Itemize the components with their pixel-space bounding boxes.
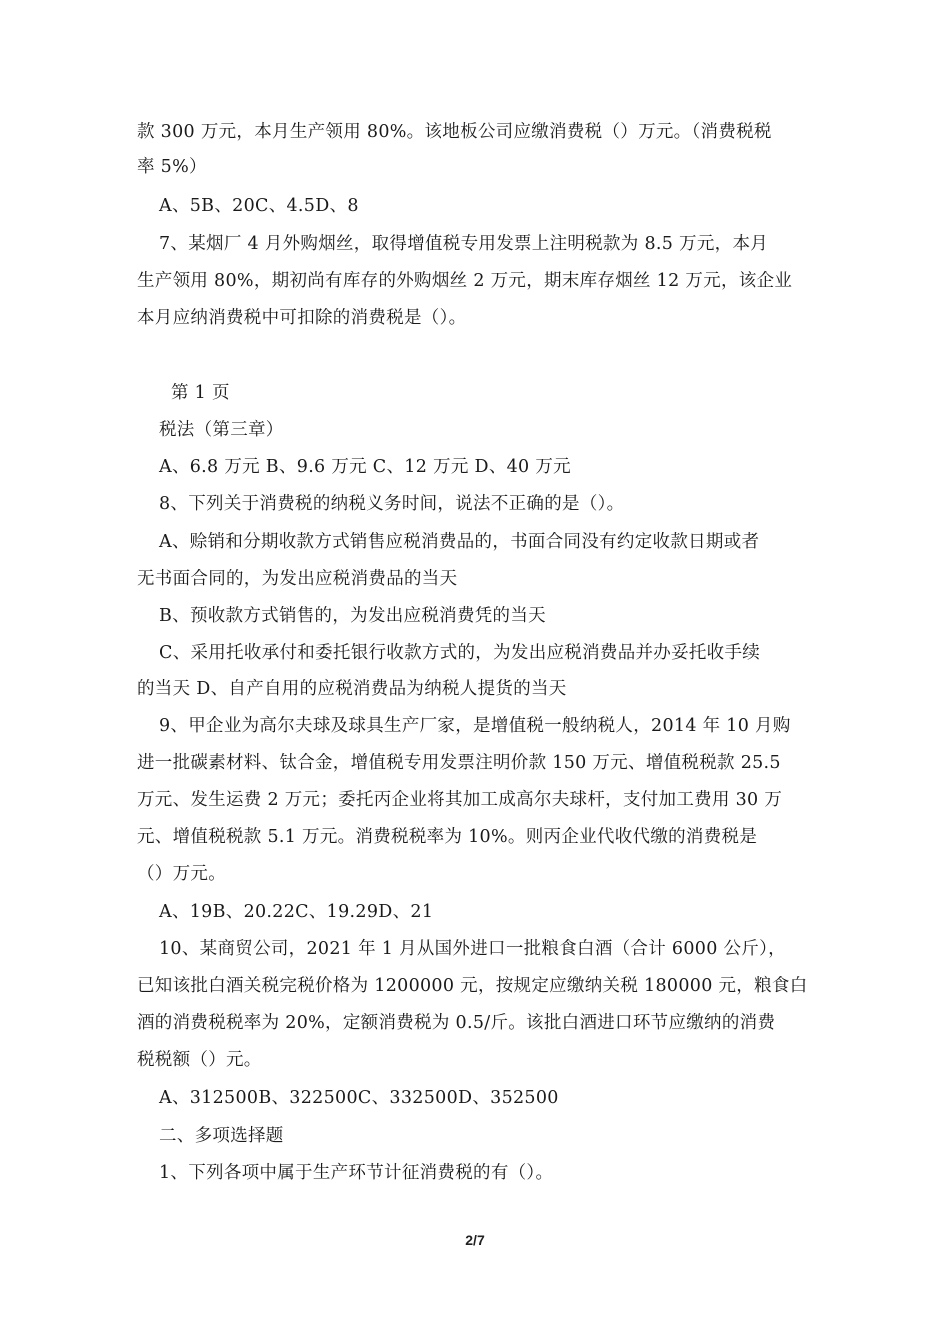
text-line: 8、下列关于消费税的纳税义务时间，说法不正确的是（）。 bbox=[159, 494, 625, 514]
text-line: 1、下列各项中属于生产环节计征消费税的有（）。 bbox=[159, 1163, 554, 1183]
text-line: 7、某烟厂 4 月外购烟丝，取得增值税专用发票上注明税款为 8.5 万元，本月 bbox=[159, 234, 769, 254]
text-line: 万元、发生运费 2 万元；委托丙企业将其加工成高尔夫球杆，支付加工费用 30 万 bbox=[137, 790, 783, 810]
text-line: 已知该批白酒关税完税价格为 1200000 元，按规定应缴纳关税 180000 元，粮食白 bbox=[137, 976, 808, 996]
text-line: A、5B、20C、4.5D、8 bbox=[159, 196, 359, 216]
text-line: 9、甲企业为高尔夫球及球具生产厂家，是增值税一般纳税人，2014 年 10 月购 bbox=[159, 716, 791, 736]
section-heading: 二、多项选择题 bbox=[159, 1126, 284, 1146]
text-line: 税税额（）元。 bbox=[137, 1050, 262, 1070]
text-line: 款 300 万元，本月生产领用 80%。该地板公司应缴消费税（）万元。（消费税税 bbox=[137, 122, 772, 142]
text-line: A、赊销和分期收款方式销售应税消费品的，书面合同没有约定收款日期或者 bbox=[159, 532, 760, 552]
text-line: 进一批碳素材料、钛合金，增值税专用发票注明价款 150 万元、增值税税款 25.5 bbox=[137, 753, 781, 773]
text-line: 元、增值税税款 5.1 万元。消费税税率为 10%。则丙企业代收代缴的消费税是 bbox=[137, 827, 758, 847]
text-line: 本月应纳消费税中可扣除的消费税是（）。 bbox=[137, 308, 467, 328]
text-line: 酒的消费税税率为 20%，定额消费税为 0.5/斤。该批白酒进口环节应缴纳的消费 bbox=[137, 1013, 776, 1033]
chapter-title: 税法（第三章） bbox=[159, 420, 284, 440]
text-line: 无书面合同的，为发出应税消费品的当天 bbox=[137, 569, 458, 589]
text-line: A、19B、20.22C、19.29D、21 bbox=[159, 902, 434, 922]
text-line: A、312500B、322500C、332500D、352500 bbox=[159, 1088, 559, 1108]
text-line: 10、某商贸公司，2021 年 1 月从国外进口一批粮食白酒（合计 6000 公斤）， bbox=[159, 939, 786, 959]
page-marker: 第 1 页 bbox=[171, 383, 230, 403]
text-line: （）万元。 bbox=[137, 864, 226, 884]
text-line: C、采用托收承付和委托银行收款方式的，为发出应税消费品并办妥托收手续 bbox=[159, 643, 761, 663]
text-line: 生产领用 80%，期初尚有库存的外购烟丝 2 万元，期末库存烟丝 12 万元，该企业 bbox=[137, 271, 793, 291]
text-line: B、预收款方式销售的，为发出应税消费凭的当天 bbox=[159, 606, 546, 626]
text-line: 的当天 D、自产自用的应税消费品为纳税人提货的当天 bbox=[137, 679, 567, 699]
text-line: A、6.8 万元 B、9.6 万元 C、12 万元 D、40 万元 bbox=[159, 457, 571, 477]
text-line: 率 5%） bbox=[137, 157, 207, 177]
page-number: 2/7 bbox=[465, 1232, 485, 1248]
